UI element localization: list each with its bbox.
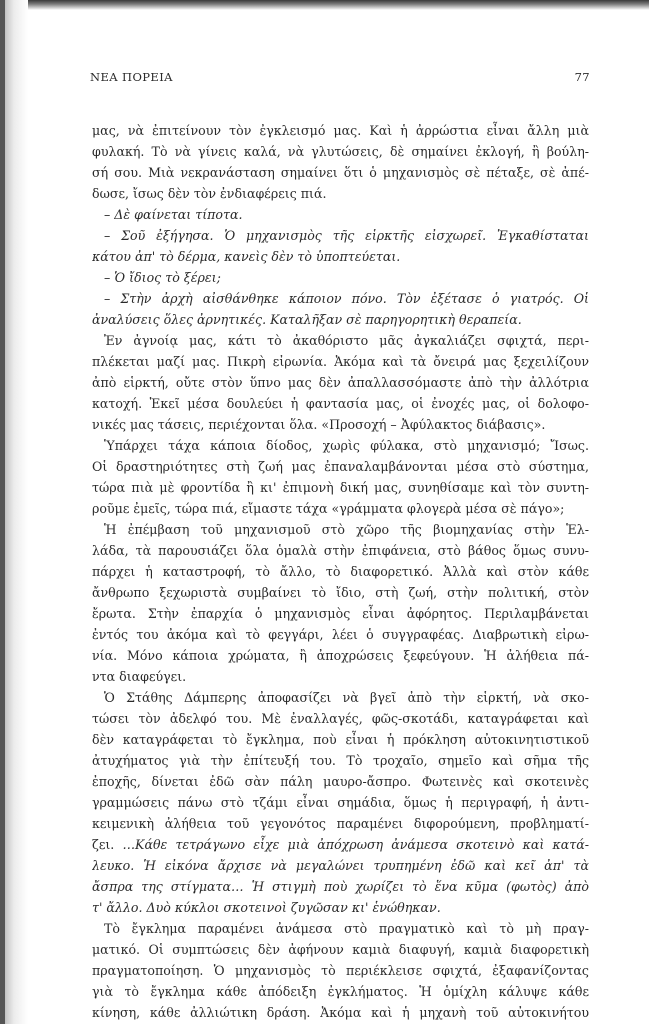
text-line: σή σου. Μιὰ νεκρανάσταση σημαίνει ὅτι ὁ μηχανισμὸς σὲ πέταξε, σὲ ἀπέ-: [92, 165, 589, 180]
body-text: [92, 120, 589, 1023]
text-line: ζει. …Κάθε τετράγωνο εἶχε μιὰ ἀπόχρωση ἀνάμεσα σκοτεινὸ καὶ κατά-: [92, 837, 589, 852]
text-line: γιὰ τὸ ἔγκλημα κάθε ἀπόδειξη ἐγκλήματος. Ἡ ὁμίχλη κάλυψε κάθε: [92, 984, 589, 999]
text-line: ἐποχῆς, δίνεται ἐδῶ σὰν πάλη μαυρο-ἄσπρο. Φωτεινὲς καὶ σκοτεινὲς: [92, 774, 589, 789]
text-line: Ἡ ἐπέμβαση τοῦ μηχανισμοῦ στὸ χῶρο τῆς βιομηχανίας στὴν Ἑλ-: [104, 522, 589, 537]
text-line: ροῦμε ἐμεῖς, τώρα πιά, εἴμαστε τάχα «γράμματα φλογερὰ μέσα σὲ πάγο»;: [92, 501, 565, 516]
text-line: κατοχή. Ἐκεῖ μέσα δουλεύει ἡ φαντασία μας, οἱ ἐνοχές μας, οἱ δολοφο-: [92, 396, 589, 411]
text-line: λευκο. Ἡ εἰκόνα ἄρχισε νὰ μεγαλώνει τρυπημένη ἐδῶ καὶ κεῖ ἀπ' τὰ: [92, 858, 589, 873]
text-line: ἀτυχήματος γιὰ τὴν ἐπίτευξή του. Τὸ τροχαῖο, σημεῖο καὶ σῆμα τῆς: [92, 753, 589, 768]
text-line: δωσε, ἴσως δὲν τὸν ἐνδιαφέρεις πιά.: [92, 186, 327, 201]
text-line: ἄνθρωπο ξεχωριστὰ συμβαίνει τὸ ἴδιο, στὴ ζωή, στὴν πολιτική, στὸν: [92, 585, 589, 600]
text-line: μας, νὰ ἐπιτείνουν τὸν ἐγκλεισμό μας. Καὶ ἡ ἀρρώστια εἶναι ἄλλη μιὰ: [92, 123, 589, 138]
text-line: νικές μας τάσεις, περιέχονται ὅλα. «Προσοχή – Ἀφύλακτος διάβασις».: [92, 417, 546, 432]
text-line: πραγματοποίηση. Ὁ μηχανισμὸς τὸ περιέκλεισε σφιχτά, ἐξαφανίζοντας: [92, 963, 589, 978]
text-line: ἐντός του ἀκόμα καὶ τὸ φεγγάρι, λέει ὁ συγγραφέας. Διαβρωτικὴ εἰρω-: [92, 627, 589, 642]
text-line: Οἱ δραστηριότητες στὴ ζωή μας ἐπαναλαμβάνονται μέσα στὸ σύστημα,: [92, 459, 589, 474]
text-line: ἔρωτα. Στὴν ἐπαρχία ὁ μηχανισμὸς εἶναι ἀφόρητος. Περιλαμβάνεται: [92, 606, 589, 621]
text-line: νία. Μόνο κάποια χρώματα, ἢ ἀποχρώσεις ξεφεύγουν. Ἡ ἀλήθεια πά-: [92, 648, 589, 663]
text-line: ντα διαφεύγει.: [92, 669, 187, 684]
text-line: τ' ἄλλο. Δυὸ κύκλοι σκοτεινοὶ ζυγῶσαν κι' ἑνώθηκαν.: [92, 900, 441, 915]
running-header: [90, 70, 590, 86]
text-line: – Στὴν ἀρχὴ αἰσθάνθηκε κάποιον πόνο. Τὸν ἐξέτασε ὁ γιατρός. Οἱ: [104, 291, 589, 306]
text-line: πλέκεται μαζί μας. Πικρὴ εἰρωνία. Ἀκόμα καὶ τὰ ὄνειρά μας ξεχειλίζουν: [92, 354, 589, 369]
text-line: Ὑπάρχει τάχα κάποια δίοδος, χωρὶς φύλακα, στὸ μηχανισμό; Ἴσως.: [104, 438, 589, 453]
text-line: κειμενικὴ ἀλήθεια τοῦ γεγονότος παραμένει διφορούμενη, προβληματί-: [92, 816, 589, 831]
text-line: Ὁ Στάθης Δάμπερης ἀποφασίζει νὰ βγεῖ ἀπὸ τὴν εἱρκτή, νὰ σκο-: [104, 690, 589, 705]
text-line: – Ὁ ἴδιος τὸ ξέρει;: [104, 270, 221, 285]
text-line: γραμμώσεις πάνω στὸ τζάμι εἶναι σημάδια, ὅμως ἡ περιγραφή, ἡ ἀντι-: [92, 795, 589, 810]
text-line: ἀπὸ εἱρκτή, οὔτε στὸν ὕπνο μας δὲν ἀπαλλασσόμαστε ἀπὸ τὴν ἀλλότρια: [92, 375, 589, 390]
text-line: – Δὲ φαίνεται τίποτα.: [104, 207, 243, 222]
page-number: 77: [574, 70, 590, 84]
text-line: ματικό. Οἱ συμπτώσεις δὲν ἀφήνουν καμιὰ διαφυγή, καμιὰ διαφορετικὴ: [92, 942, 589, 957]
text-line: ἀναλύσεις ὅλες ἀρνητικές. Καταλῆξαν σὲ παρηγορητικὴ θεραπεία.: [92, 312, 522, 327]
text-line: πάρχει ἡ καταστροφή, τὸ ἄλλο, τὸ διαφορετικό. Ἀλλὰ καὶ στὸν κάθε: [92, 564, 589, 579]
text-line: Ἐν ἀγνοίᾳ μας, κάτι τὸ ἀκαθόριστο μᾶς ἀγκαλιάζει σφιχτά, περι-: [104, 333, 589, 348]
text-line: – Σοῦ ἐξήγησα. Ὁ μηχανισμὸς τῆς εἱρκτῆς εἰσχωρεῖ. Ἐγκαθίσταται: [104, 228, 589, 243]
scan-page-edge: [0, 0, 5, 1024]
text-line: λάδα, τὰ παρουσιάζει ὅλα ὁμαλὰ στὴν ἐπιφάνεια, στὸ βάθος ὅμως συνυ-: [92, 543, 589, 558]
running-title: ΝΕΑ ΠΟΡΕΙΑ: [90, 70, 173, 84]
text-line: κίνηση, κάθε ἀλλιώτικη δράση. Ἀκόμα καὶ ἡ μηχανὴ τοῦ αὐτοκινήτου: [92, 1005, 589, 1020]
text-line: φυλακή. Τὸ νὰ γίνεις καλά, νὰ γλυτώσεις, δὲ σημαίνει ἐκλογή, ἢ βούλη-: [92, 144, 589, 159]
text-line: δὲν καταγράφεται τὸ ἔγκλημα, ποὺ εἶναι ἡ πρόκληση αὐτοκινητιστικοῦ: [92, 732, 589, 747]
text-line: τώσει τὸν ἀδελφό του. Μὲ ἐναλλαγές, φῶς-σκοτάδι, καταγράφεται καὶ: [92, 711, 589, 726]
text-line: ἄσπρα της στίγματα… Ἡ στιγμὴ ποὺ χωρίζει τὸ ἕνα κῦμα (φωτὸς) ἀπὸ: [92, 879, 589, 894]
text-line: τώρα πιὰ μὲ φροντίδα ἢ κι' ἐπιμονὴ δική μας, συνηθίσαμε καὶ τὸν συντη-: [92, 480, 589, 495]
scan-top-edge: [0, 0, 649, 10]
text-line: κάτου ἀπ' τὸ δέρμα, κανεὶς δὲν τὸ ὑποπτεύεται.: [92, 249, 401, 264]
text-line: Τὸ ἔγκλημα παραμένει ἀνάμεσα στὸ πραγματικὸ καὶ τὸ μὴ πραγ-: [104, 921, 589, 936]
